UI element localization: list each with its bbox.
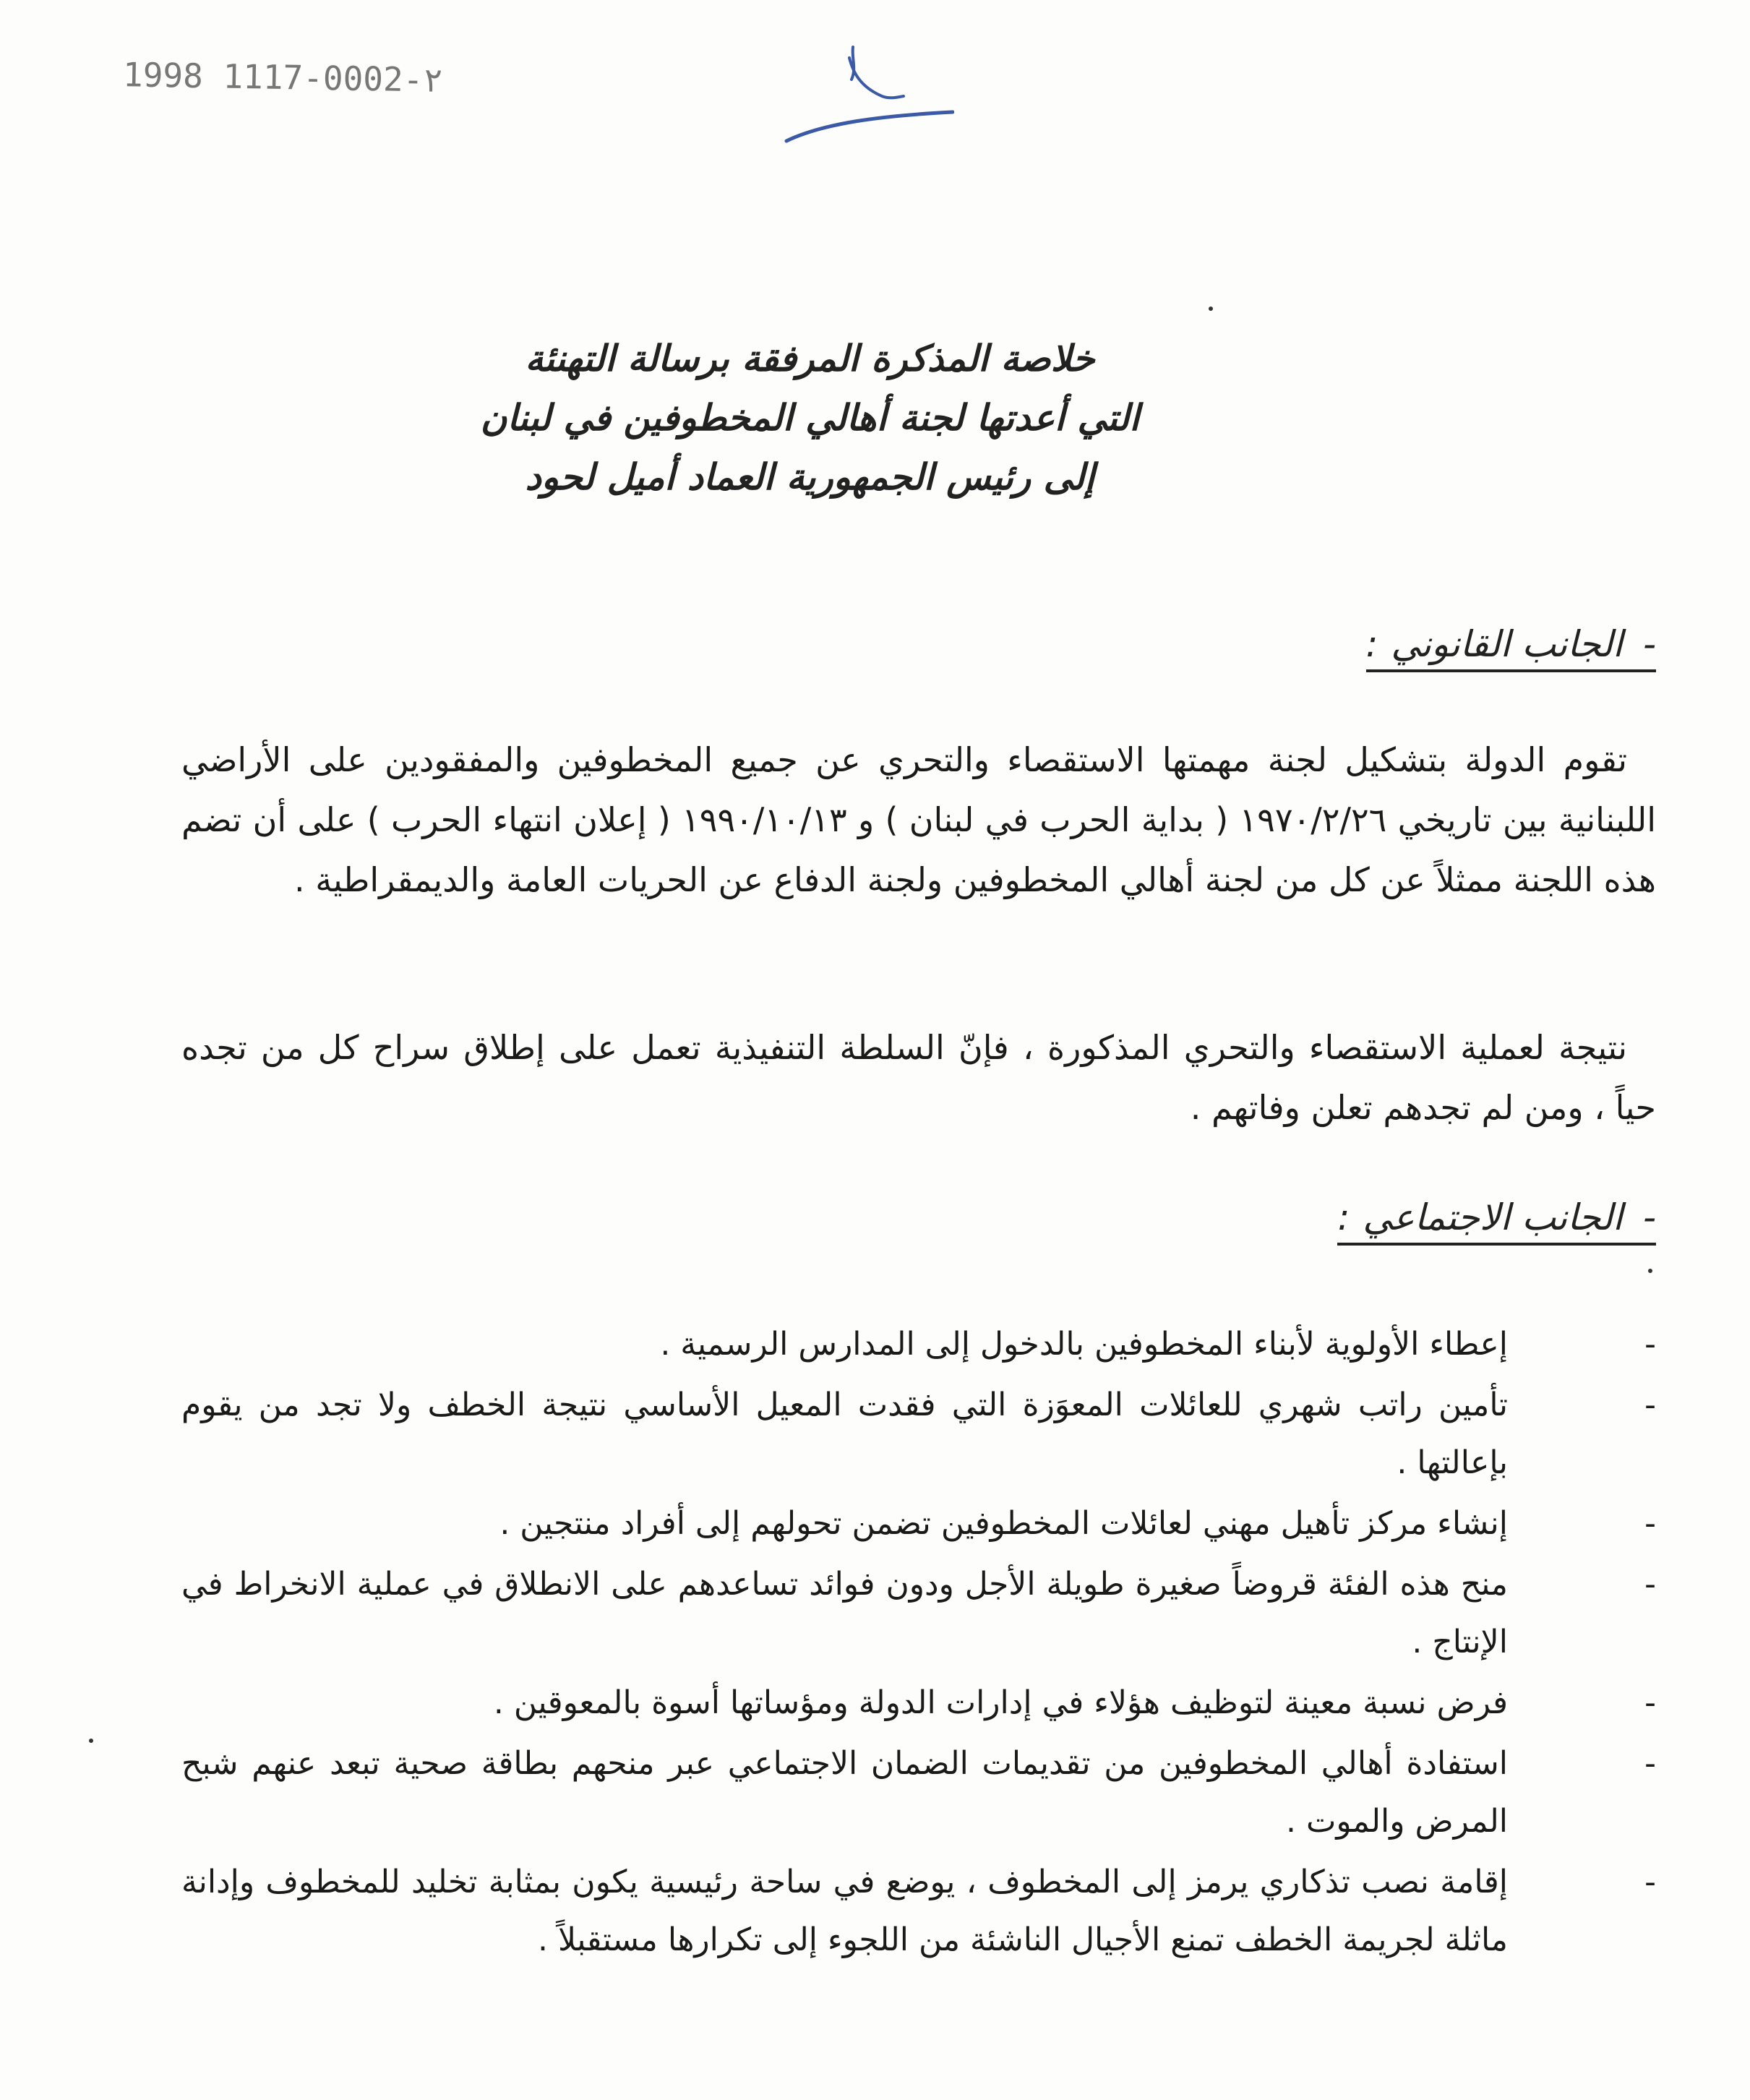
bullet-dash: -: [1644, 1326, 1656, 1363]
bullet-dash: -: [1644, 1864, 1656, 1900]
list-item-text: استفادة أهالي المخطوفين من تقديمات الضمان الاجتماعي عبر منحهم بطاقة صحية تبعد عنهم شبح المرض والموت .: [181, 1745, 1508, 1840]
list-item: [181, 1735, 1656, 1851]
legal-paragraph-2: [181, 1018, 1656, 1138]
bullet-dash: -: [1644, 1745, 1656, 1782]
document-title: [0, 329, 1750, 507]
list-item-text: إعطاء الأولوية لأبناء المخطوفين بالدخول إلى المدارس الرسمية .: [660, 1326, 1508, 1363]
bullet-dash: -: [1644, 1684, 1656, 1721]
list-item-text: منح هذه الفئة قروضاً صغيرة طويلة الأجل ودون فوائد تساعدهم على الانطلاق في عملية الانخراط في الإنتاج .: [181, 1566, 1508, 1660]
list-item-text: تأمين راتب شهري للعائلات المعوَزة التي فقدت المعيل الأساسي نتيجة الخطف ولا تجد من يقوم بإعالتها .: [181, 1387, 1508, 1481]
list-item: [181, 1316, 1656, 1373]
bullet-dash: -: [1644, 1387, 1656, 1423]
section-heading-legal: [1366, 623, 1656, 672]
list-item: [181, 1495, 1656, 1553]
page-mark-stroke: [849, 47, 904, 98]
list-item: [181, 1853, 1656, 1969]
list-item: [181, 1674, 1656, 1732]
handwritten-reference-number: 1998 1117-0002-٢: [122, 55, 444, 100]
scan-speck: [1648, 1269, 1652, 1273]
heading-text: الجانب القانوني: [1391, 623, 1623, 665]
heading-dash: -: [1642, 623, 1656, 665]
scan-speck: [89, 1739, 93, 1743]
list-item-text: فرض نسبة معينة لتوظيف هؤلاء في إدارات الدولة ومؤساتها أسوة بالمعوقين .: [493, 1684, 1508, 1721]
list-item: [181, 1376, 1656, 1492]
legal-paragraph-1: [181, 730, 1656, 910]
list-item: [181, 1556, 1656, 1671]
heading-dash: -: [1642, 1196, 1656, 1238]
list-item-text: إنشاء مركز تأهيل مهني لعائلات المخطوفين تضمن تحولهم إلى أفراد منتجين .: [499, 1505, 1508, 1542]
title-line-3: إلى رئيس الجمهورية العماد أميل لحود: [525, 456, 1095, 498]
list-item-text: إقامة نصب تذكاري يرمز إلى المخطوف ، يوضع في ساحة رئيسية يكون بمثابة تخليد للمخطوف وإدانة ماثلة لجريمة الخطف تمنع الأجيال الناشئة من اللجوء إلى تكرارها مستقبلاً .: [181, 1864, 1508, 1958]
scan-speck: [1209, 307, 1213, 311]
title-line-1: خلاصة المذكرة المرفقة برسالة التهنئة: [525, 338, 1095, 380]
heading-text: الجانب الاجتماعي: [1363, 1196, 1623, 1238]
paragraph-text: تقوم الدولة بتشكيل لجنة مهمتها الاستقصاء والتحري عن جميع المخطوفين والمفقودين على الأراضي اللبنانية بين تاريخي ١٩٧٠/٢/٢٦ ( بداية الحرب في لبنان ) و ١٩٩٠/١٠/١٣ ( إعلان انتهاء الحرب ) على أن تضم هذه اللجنة ممثلاً عن كل من لجنة أهالي المخطوفين ولجنة الدفاع عن الحريات العامة والديمقراطية .: [181, 740, 1656, 899]
section-heading-social: [1337, 1196, 1656, 1246]
bullet-dash: -: [1644, 1505, 1656, 1542]
title-line-2: التي أعدتها لجنة أهالي المخطوفين في لبنان: [480, 397, 1140, 439]
social-measures-list: [181, 1316, 1656, 1972]
handwritten-page-mark: [781, 40, 954, 155]
heading-colon: :: [1365, 623, 1378, 665]
heading-colon: :: [1337, 1196, 1350, 1238]
bullet-dash: -: [1644, 1566, 1656, 1603]
page-mark-underline: [786, 112, 953, 141]
paragraph-text: نتيجة لعملية الاستقصاء والتحري المذكورة ، فإنّ السلطة التنفيذية تعمل على إطلاق سراح كل من تجده حياً ، ومن لم تجدهم تعلن وفاتهم .: [181, 1028, 1656, 1127]
